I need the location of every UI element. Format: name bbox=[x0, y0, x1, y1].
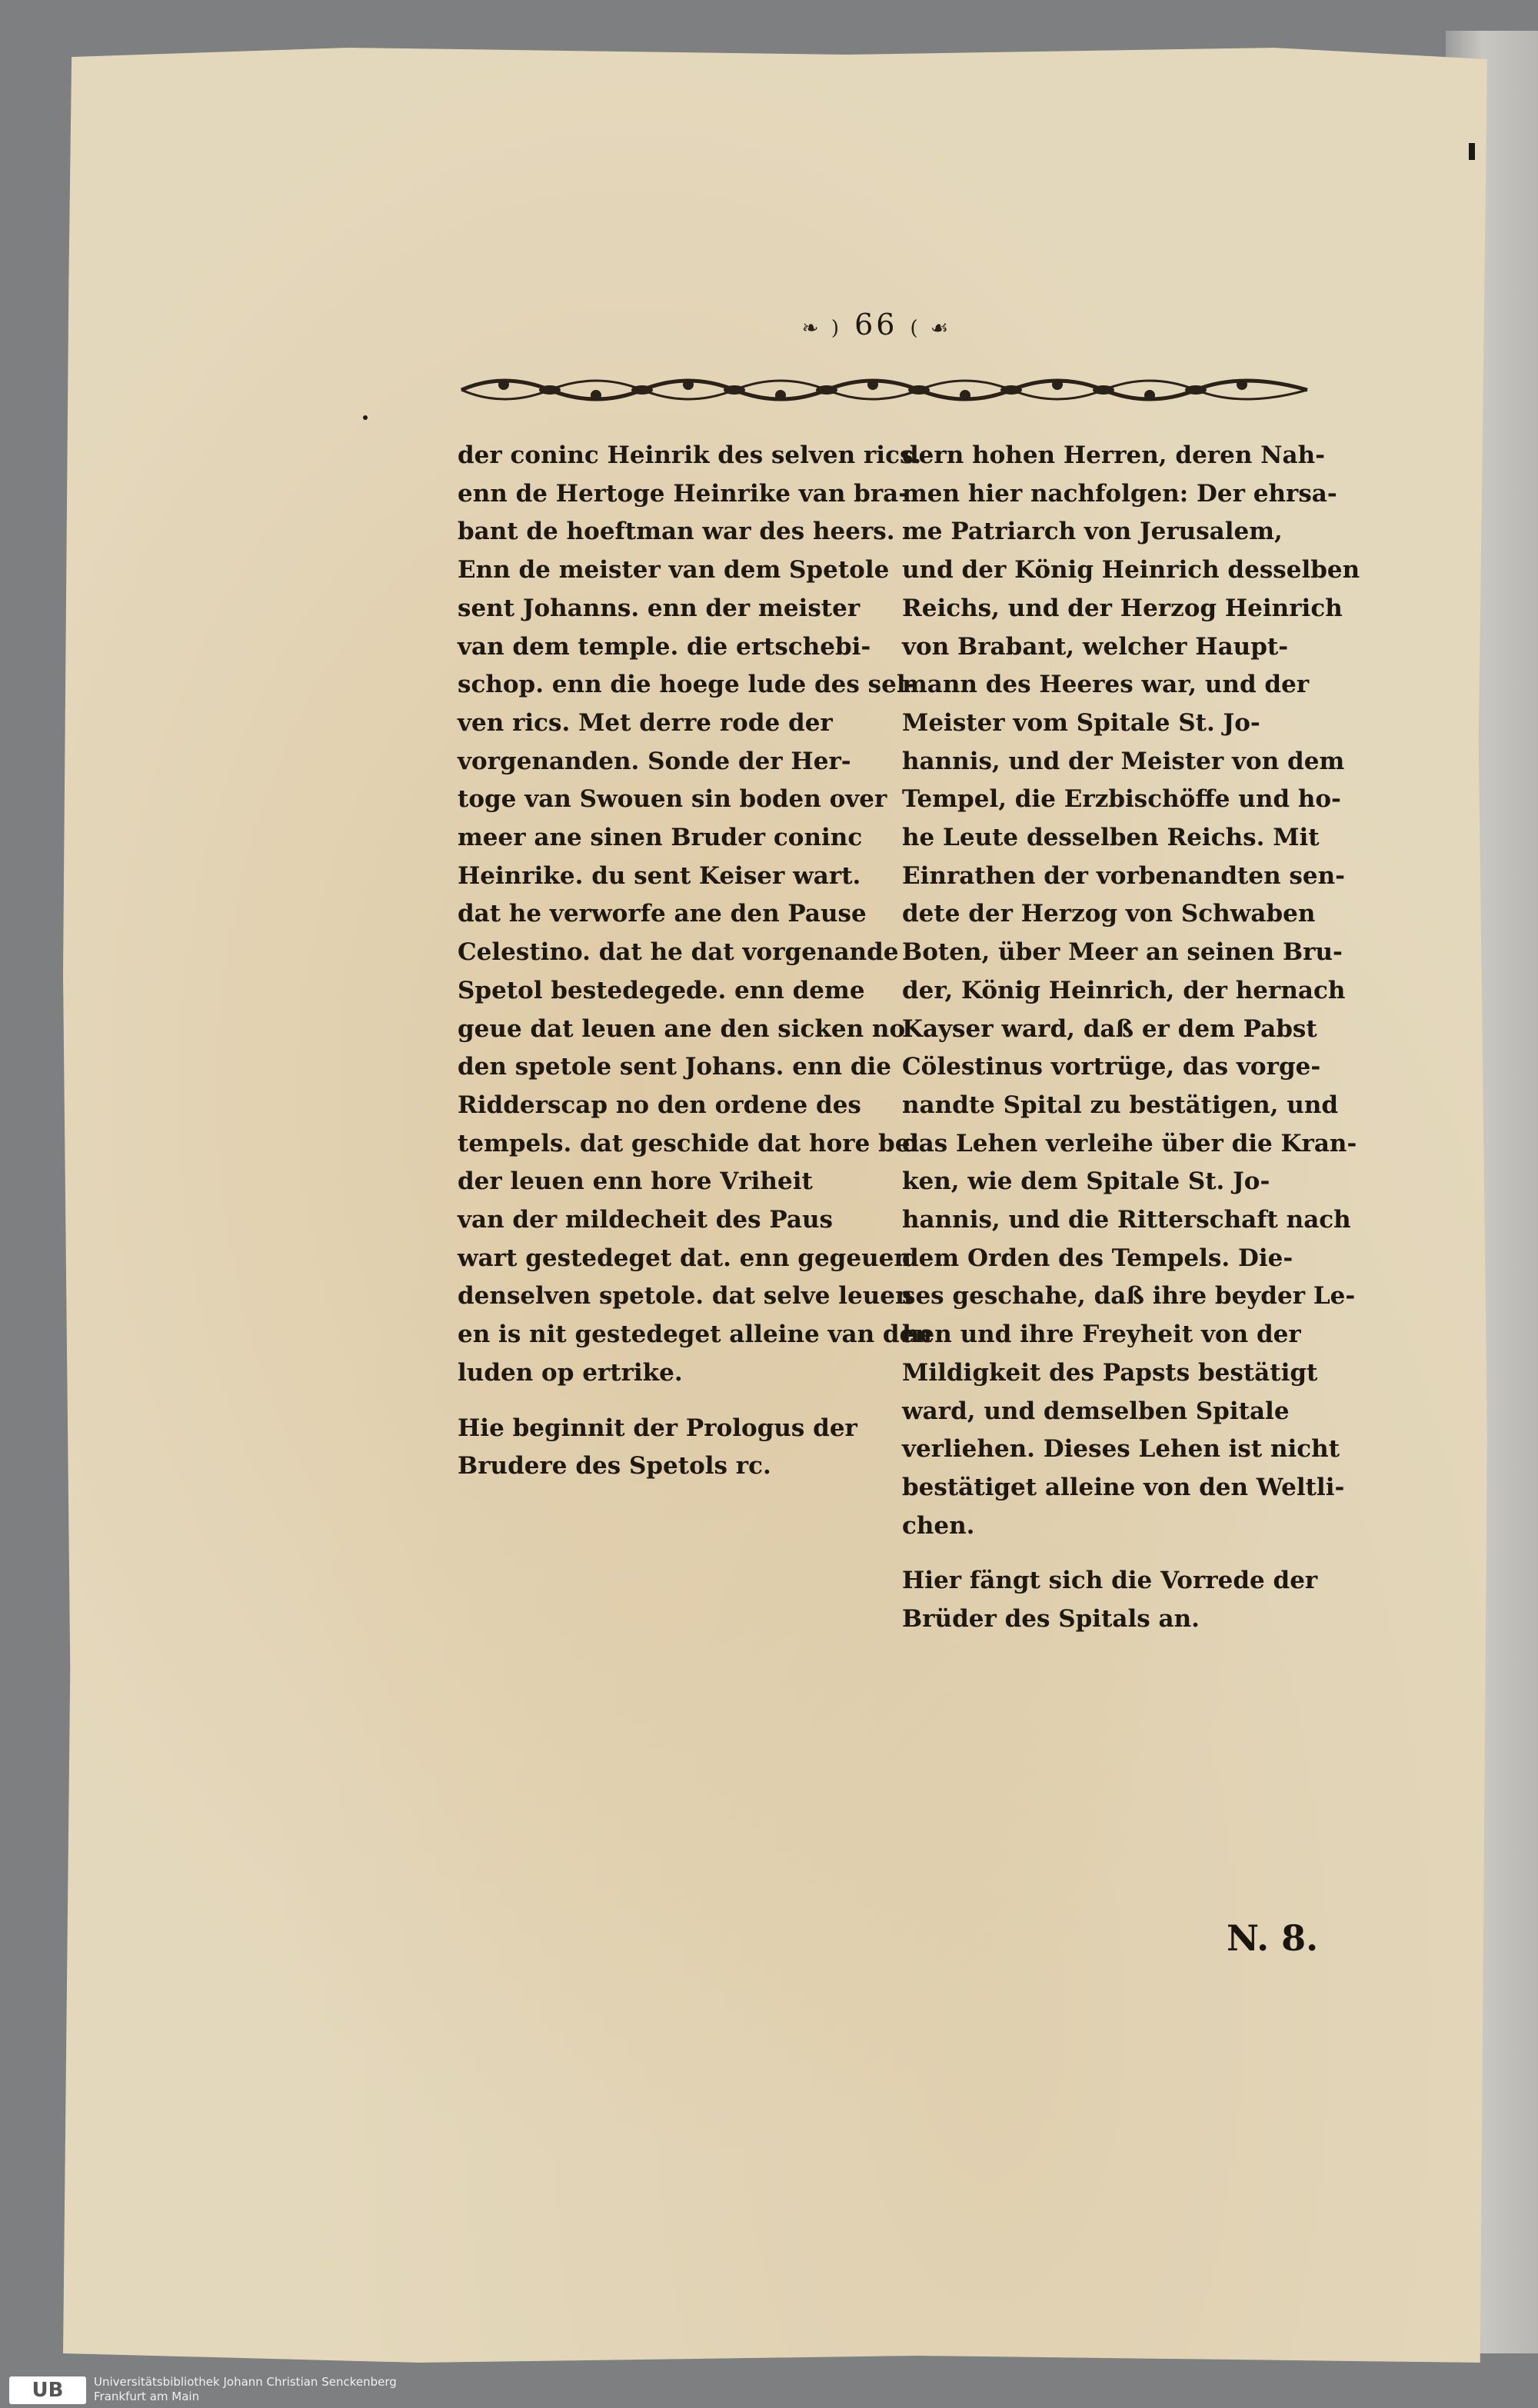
text-line: hannis, und der Meister von dem bbox=[902, 747, 1345, 775]
text-line: verliehen. Dieses Lehen ist nicht bbox=[902, 1435, 1340, 1464]
text-line: Reichs, und der Herzog Heinrich bbox=[902, 594, 1343, 622]
text-line: sent Johanns. enn der meister bbox=[458, 594, 861, 622]
heading-line: Hie beginnit der Prologus der bbox=[458, 1414, 857, 1442]
left-column-middle-low-german bbox=[458, 437, 932, 1486]
text-line: he Leute desselben Reichs. Mit bbox=[902, 824, 1320, 852]
text-line: der, König Heinrich, der hernach bbox=[902, 976, 1346, 1004]
page-number bbox=[784, 308, 969, 346]
text-line: der leuen enn hore Vriheit bbox=[458, 1167, 813, 1196]
text-line: nandte Spital zu bestätigen, und bbox=[902, 1091, 1339, 1119]
text-line: Ridderscap no den ordene des bbox=[458, 1091, 861, 1119]
footer-line-2: Frankfurt am Main bbox=[94, 2390, 200, 2403]
text-line: mann des Heeres war, und der bbox=[902, 671, 1310, 699]
text-line: Celestino. dat he dat vorgenande bbox=[458, 938, 899, 967]
text-line: van dem temple. die ertschebi- bbox=[458, 632, 871, 661]
text-line: Cölestinus vortrüge, das vorge- bbox=[902, 1053, 1321, 1081]
text-line: Enn de meister van dem Spetole bbox=[458, 556, 890, 585]
text-line: der coninc Heinrik des selven rics. bbox=[458, 441, 922, 469]
text-line: me Patriarch von Jerusalem, bbox=[902, 518, 1283, 546]
text-line: bant de hoeftman war des heers. bbox=[458, 518, 895, 546]
text-line: und der König Heinrich desselben bbox=[902, 556, 1360, 585]
text-line: tempels. dat geschide dat hore bei bbox=[458, 1129, 920, 1157]
text-line: men hier nachfolgen: Der ehrsa- bbox=[902, 479, 1337, 508]
text-line: den spetole sent Johans. enn die bbox=[458, 1053, 892, 1081]
section-heading-left bbox=[458, 1410, 884, 1486]
text-line: ven rics. Met derre rode der bbox=[458, 708, 833, 737]
text-line: wart gestedeget dat. enn gegeuen bbox=[458, 1244, 911, 1272]
text-line: ses geschahe, daß ihre beyder Le- bbox=[902, 1282, 1356, 1311]
section-heading-right bbox=[902, 1562, 1321, 1638]
folio-ornament-right-icon: ( ☙ bbox=[910, 317, 952, 340]
library-logo: UB bbox=[9, 2376, 86, 2404]
text-line: dat he verworfe ane den Pause bbox=[458, 900, 867, 928]
text-line: hen und ihre Freyheit von der bbox=[902, 1321, 1301, 1349]
text-line: en is nit gestedeget alleine van den bbox=[458, 1321, 932, 1349]
text-line: meer ane sinen Bruder coninc bbox=[458, 824, 863, 852]
text-line: Tempel, die Erzbischöffe und ho- bbox=[902, 785, 1341, 814]
footer-credit bbox=[94, 2375, 632, 2404]
text-line: vorgenanden. Sonde der Her- bbox=[458, 747, 851, 775]
footer-line-1: Universitätsbibliothek Johann Christian Senckenberg bbox=[94, 2375, 397, 2389]
text-line: toge van Swouen sin boden over bbox=[458, 785, 887, 814]
text-line: van der mildecheit des Paus bbox=[458, 1206, 833, 1234]
signature-mark: N. 8. bbox=[1227, 1917, 1319, 1959]
text-line: denselven spetole. dat selve leuen bbox=[458, 1282, 913, 1311]
decorative-border-icon bbox=[458, 368, 1311, 412]
folio-number: 66 bbox=[854, 308, 898, 341]
text-line: Spetol bestedegede. enn deme bbox=[458, 976, 865, 1004]
text-line: Einrathen der vorbenandten sen- bbox=[902, 861, 1346, 890]
text-line: luden op ertrike. bbox=[458, 1358, 683, 1387]
text-line: dete der Herzog von Schwaben bbox=[902, 900, 1316, 928]
text-line: schop. enn die hoege lude des sel- bbox=[458, 671, 916, 699]
text-line: ward, und demselben Spitale bbox=[902, 1397, 1290, 1425]
text-line: hannis, und die Ritterschaft nach bbox=[902, 1206, 1351, 1234]
heading-line: Brüder des Spitals an. bbox=[902, 1605, 1200, 1634]
text-line: bestätiget alleine von den Weltli- bbox=[902, 1473, 1345, 1501]
text-line: das Lehen verleihe über die Kran- bbox=[902, 1129, 1357, 1157]
text-line: Mildigkeit des Papsts bestätigt bbox=[902, 1358, 1318, 1387]
folio-ornament-left-icon: ❧ ) bbox=[801, 317, 842, 340]
scan-mark bbox=[1469, 143, 1475, 160]
text-line: Heinrike. du sent Keiser wart. bbox=[458, 861, 861, 890]
heading-line: Brudere des Spetols rc. bbox=[458, 1452, 771, 1480]
text-line: enn de Hertoge Heinrike van bra- bbox=[458, 479, 909, 508]
text-line: dem Orden des Tempels. Die- bbox=[902, 1244, 1293, 1272]
scan-mark bbox=[363, 415, 368, 420]
text-line: chen. bbox=[902, 1511, 975, 1540]
right-column-high-german bbox=[902, 437, 1360, 1639]
text-line: dern hohen Herren, deren Nah- bbox=[902, 441, 1326, 469]
text-line: geue dat leuen ane den sicken no bbox=[458, 1014, 906, 1043]
text-line: Kayser ward, daß er dem Pabst bbox=[902, 1014, 1317, 1043]
text-line: von Brabant, welcher Haupt- bbox=[902, 632, 1289, 661]
heading-line: Hier fängt sich die Vorrede der bbox=[902, 1567, 1318, 1595]
text-line: ken, wie dem Spitale St. Jo- bbox=[902, 1167, 1270, 1196]
text-line: Boten, über Meer an seinen Bru- bbox=[902, 938, 1343, 967]
text-line: Meister vom Spitale St. Jo- bbox=[902, 708, 1260, 737]
